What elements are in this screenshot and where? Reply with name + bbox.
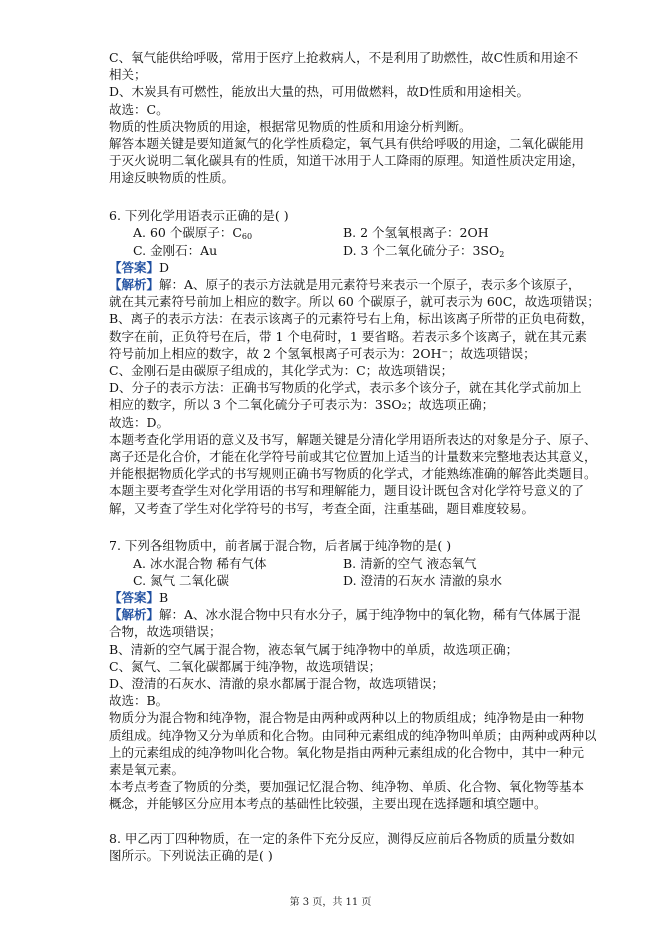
question-7-stem: 7. 下列各组物质中，前者属于混合物，后者属于纯净物的是( ) bbox=[109, 538, 452, 554]
text-line: 就在其元素符号前加上相应的数字。所以 60 个碳原子，就可表示为 60C，故选项错误； bbox=[109, 294, 600, 310]
question-6-option-d: D. 3 个二氧化硫分子：$3SO_2$ bbox=[343, 242, 505, 259]
question-8-line: 8. 甲乙丙丁四种物质，在一定的条件下充分反应，测得反应前后各物质的质量分数如 bbox=[109, 830, 575, 846]
question-6-option-c: C. 金刚石：Au bbox=[133, 242, 218, 258]
text-line: 用途反映物质的性质。 bbox=[109, 170, 235, 186]
question-6-stem: 6. 下列化学用语表示正确的是( ) bbox=[109, 208, 289, 224]
page-footer: 第 3 页，共 11 页 bbox=[289, 897, 372, 908]
text-line: 上的元素组成的纯净物叫化合物。氧化物是指由两种元素组成的化合物中，其中一种元 bbox=[109, 744, 585, 760]
text-line: 并能根据物质化学式的书写规则正确书写物质的化学式，才能熟练准确的解答此类题目。 bbox=[109, 466, 597, 482]
question-8-line: 图所示。下列说法正确的是( ) bbox=[109, 848, 273, 864]
text-line: C、金刚石是由碳原子组成的，其化学式为：C；故选项错误； bbox=[109, 363, 454, 379]
question-6-option-b: B. 2 个氢氧根离子：2OH bbox=[343, 225, 489, 241]
text-line: 于灭火说明二氧化碳具有的性质，知道干冰用于人工降雨的原理。知道性质决定用途， bbox=[109, 153, 585, 169]
question-7-option-c: C. 氮气 二氧化碳 bbox=[133, 572, 230, 588]
text-line: D、澄清的石灰水、清澈的泉水都属于混合物，故选项错误； bbox=[109, 676, 445, 692]
text-line: 质组成。纯净物又分为单质和化合物。由同种元素组成的纯净物叫单质；由两种或两种以 bbox=[109, 727, 597, 743]
question-7-analysis: 【解析】解：A、冰水混合物中只有水分子，属于纯净物中的氧化物，稀有气体属于混 bbox=[109, 607, 581, 623]
question-7-option-a: A. 冰水混合物 稀有气体 bbox=[133, 555, 267, 571]
text-line: 物质分为混合物和纯净物，混合物是由两种或两种以上的物质组成；纯净物是由一种物 bbox=[109, 710, 585, 726]
text-line: 离子还是化合价，才能在化学符号前或其它位置加上适当的计量数来完整地表达其意义， bbox=[109, 449, 597, 465]
analysis-tag: 【解析】 bbox=[109, 277, 160, 293]
question-7-answer: 【答案】B bbox=[109, 590, 169, 606]
text-line: B、清新的空气属于混合物，液态氧气属于纯净物中的单质，故选项正确； bbox=[109, 641, 519, 657]
answer-tag: 【答案】 bbox=[109, 590, 160, 606]
text-line: D、木炭具有可燃性，能放出大量的热，可用做燃料，故D性质和用途相关。 bbox=[109, 84, 530, 100]
text-line: 素是氧元素。 bbox=[109, 762, 185, 778]
question-6-answer: 【答案】D bbox=[109, 259, 170, 275]
text-line: 合物，故选项错误； bbox=[109, 624, 222, 640]
text-line: C、氮气、二氧化碳都属于纯净物，故选项错误； bbox=[109, 658, 382, 674]
text-line: 数字在前，正负符号在后，带 1 个电荷时，1 要省略。若表示多个该离子，就在其元素 bbox=[109, 328, 587, 344]
answer-tag: 【答案】 bbox=[109, 259, 160, 275]
text-line: 相关； bbox=[109, 67, 147, 83]
text-line: 故选：D。 bbox=[109, 414, 170, 430]
text-line: 概念，并能够区分应用本考点的基础性比较强，主要出现在选择题和填空题中。 bbox=[109, 796, 547, 812]
text-line: 故选：B。 bbox=[109, 693, 169, 709]
text-line: 故选：C。 bbox=[109, 101, 169, 117]
text-line: 符号前加上相应的数字，故 2 个氢氧根离子可表示为：2OH⁻；故选项错误； bbox=[109, 345, 536, 361]
text-line: 本题主要考查学生对化学用语的书写和理解能力，题目设计既包含对化学符号意义的了 bbox=[109, 483, 585, 499]
text-line: 本考点考查了物质的分类，要加强记忆混合物、纯净物、单质、化合物、氧化物等基本 bbox=[109, 779, 585, 795]
text-line: B、离子的表示方法：在表示该离子的元素符号右上角，标出该离子所带的正负电荷数， bbox=[109, 311, 594, 327]
analysis-tag: 【解析】 bbox=[109, 607, 160, 623]
text-line: 物质的性质决物质的用途，根据常见物质的性质和用途分析判断。 bbox=[109, 118, 472, 134]
question-6-option-a: A. 60 个碳原子：$C_{60}$ bbox=[133, 225, 253, 242]
question-6-analysis: 【解析】解：A、原子的表示方法就是用元素符号来表示一个原子，表示多个该原子， bbox=[109, 277, 581, 293]
question-7-option-d: D. 澄清的石灰水 清澈的泉水 bbox=[343, 572, 502, 588]
question-7-option-b: B. 清新的空气 液态氧气 bbox=[343, 555, 477, 571]
text-line: 本题考查化学用语的意义及书写，解题关键是分清化学用语所表达的对象是分子、原子、 bbox=[109, 431, 597, 447]
text-line: D、分子的表示方法：正确书写物质的化学式，表示多个该分子，就在其化学式前加上 bbox=[109, 380, 582, 396]
text-line: C、氧气能供给呼吸，常用于医疗上抢救病人，不是利用了助燃性，故C性质和用途不 bbox=[109, 50, 579, 65]
text-line: 解，又考查了学生对化学符号的书写，考查全面，注重基础，题目难度较易。 bbox=[109, 500, 535, 516]
text-line: 相应的数字，所以 3 个二氧化硫分子可表示为：3SO₂；故选项正确； bbox=[109, 397, 495, 413]
text-line: 解答本题关键是要知道氮气的化学性质稳定，氧气具有供给呼吸的用途，二氧化碳能用 bbox=[109, 136, 585, 151]
